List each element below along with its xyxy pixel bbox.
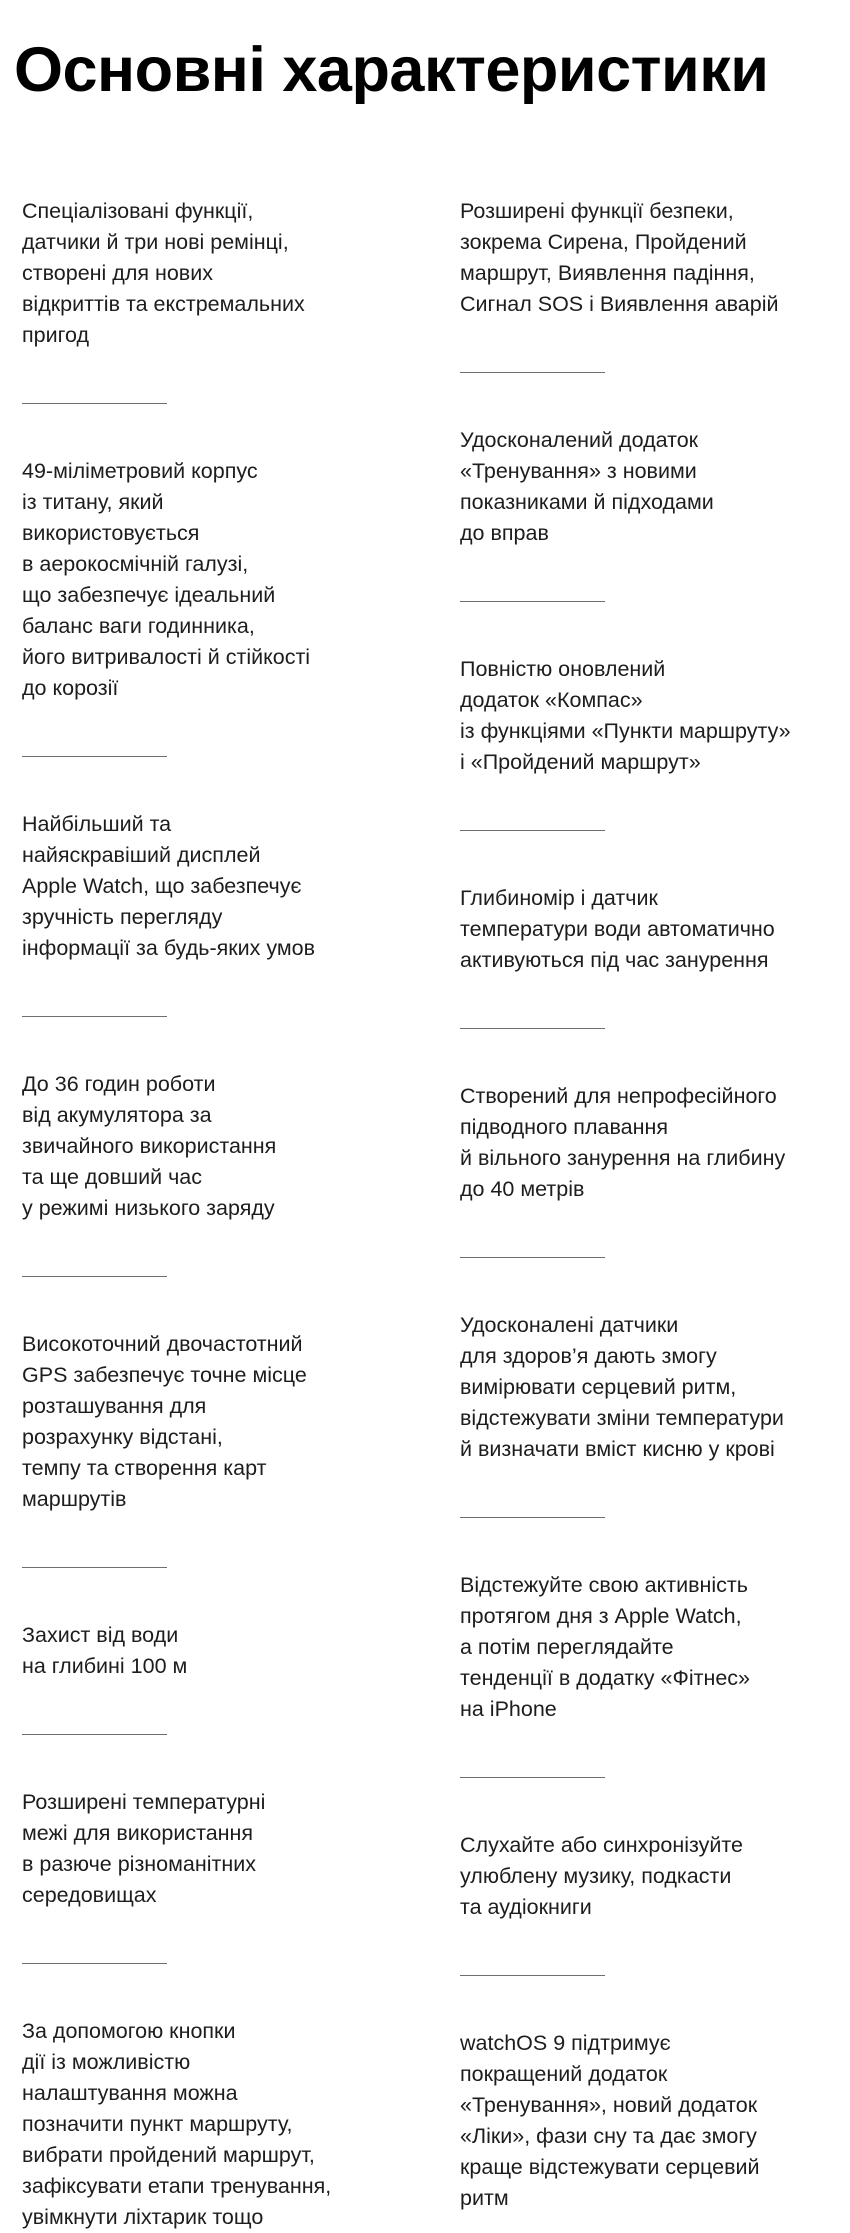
divider	[460, 1777, 605, 1778]
divider	[460, 601, 605, 602]
features-right-column	[460, 196, 850, 2214]
divider	[460, 1257, 605, 1258]
divider	[22, 1016, 167, 1017]
divider	[22, 1734, 167, 1735]
divider	[22, 1963, 167, 1964]
feature-item: Глибиномір і датчик температури води автоматично активуються під час занурення	[460, 886, 775, 972]
feature-item: 49-міліметровий корпус із титану, який використовується в аерокосмічній галузі, що забезпечує ідеальний баланс ваги годинника, його витривалості й стійкості до корозії	[22, 459, 311, 700]
divider	[22, 756, 167, 757]
divider	[460, 372, 605, 373]
page-title: Основні характеристики	[14, 35, 769, 105]
divider	[22, 1567, 167, 1568]
divider	[460, 1975, 605, 1976]
divider	[460, 1028, 605, 1029]
feature-item: Повністю оновлений додаток «Компас» із функціями «Пункти маршруту» і «Пройдений маршрут»	[460, 657, 791, 774]
feature-item: За допомогою кнопки дії із можливістю налаштування можна позначити пункт маршруту, вибрати пройдений маршрут, зафіксувати етапи тренування, увімкнути ліхтарик тощо	[22, 2019, 332, 2229]
feature-item: watchOS 9 підтримує покращений додаток «Тренування», новий додаток «Ліки», фази сну та дає змогу краще відстежувати серцевий ритм	[460, 2031, 760, 2210]
divider	[460, 830, 605, 831]
feature-item: Слухайте або синхронізуйте улюблену музику, подкасти та аудіокниги	[460, 1833, 743, 1919]
feature-item: До 36 годин роботи від акумулятора за звичайного використання та ще довший час у режимі низького заряду	[22, 1072, 277, 1220]
feature-item: Спеціалізовані функції, датчики й три нові ремінці, створені для нових відкриттів та екстремальних пригод	[22, 199, 305, 347]
features-left-column	[22, 196, 422, 2233]
feature-item: Захист від води на глибині 100 м	[22, 1623, 188, 1678]
feature-item: Високоточний двочастотний GPS забезпечує точне місце розташування для розрахунку відстані, темпу та створення карт маршрутів	[22, 1332, 307, 1511]
feature-item: Створений для непрофесійного підводного плавання й вільного занурення на глибину до 40 метрів	[460, 1084, 786, 1201]
divider	[22, 403, 167, 404]
feature-item: Відстежуйте свою активність протягом дня з Apple Watch, а потім переглядайте тенденції в додатку «Фітнес» на iPhone	[460, 1573, 750, 1721]
feature-item: Розширені функції безпеки, зокрема Сирена, Пройдений маршрут, Виявлення падіння, Сигнал SOS і Виявлення аварій	[460, 199, 779, 316]
feature-item: Розширені температурні межі для використання в разюче різноманітних середовищах	[22, 1790, 266, 1907]
divider	[460, 1517, 605, 1518]
feature-item: Удосконалений додаток «Тренування» з новими показниками й підходами до вправ	[460, 428, 714, 545]
divider	[22, 1276, 167, 1277]
feature-item: Удосконалені датчики для здоров’я дають змогу вимірювати серцевий ритм, відстежувати зміни температури й визначати вміст кисню у крові	[460, 1313, 784, 1461]
feature-item: Найбільший та найяскравіший дисплей Apple Watch, що забезпечує зручність перегляду інформації за будь-яких умов	[22, 812, 316, 960]
